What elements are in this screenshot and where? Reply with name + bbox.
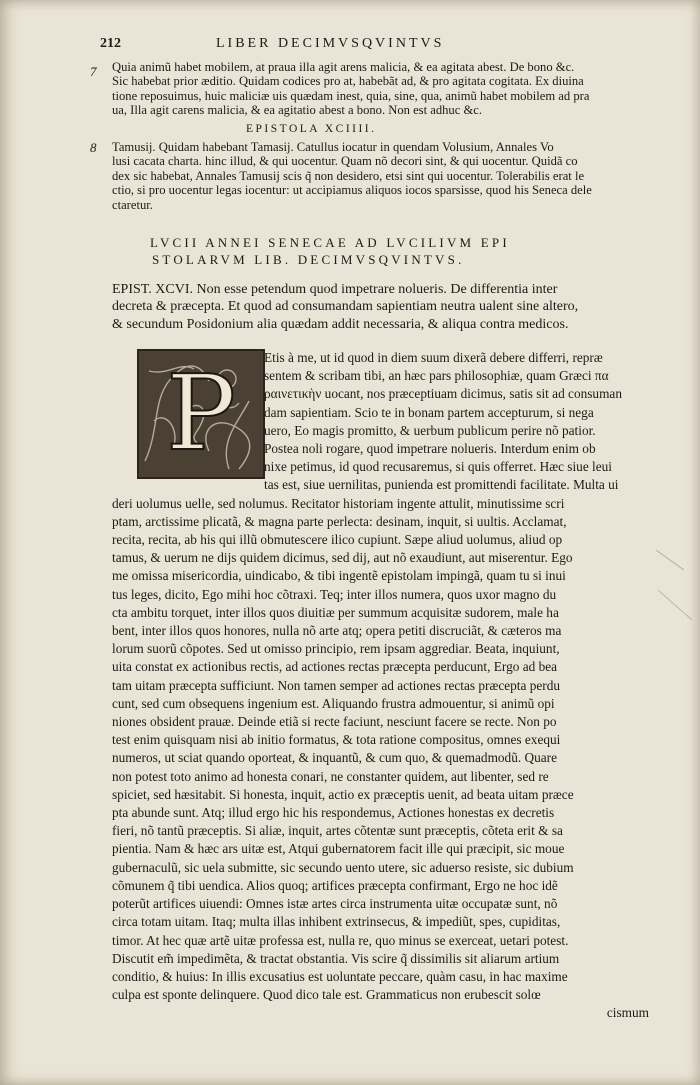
text-line: uero, Eo magis promitto, & uerbum publicum perire nõ patior. (264, 422, 596, 438)
text-line: cõmunem q̃ tibi uendica. Alios quoq; artifices præcepta confirmant, Ergo ne hoc idẽ (112, 877, 558, 893)
text-line: non potest toto animo ad honesta conari, ne constanter quidem, aut libenter, sed re (112, 768, 549, 784)
book-title-line: LVCII ANNEI SENECAE AD LVCILIVM EPI (150, 235, 510, 250)
text-line: deri uolumus uelle, sed nolumus. Recitator historiam ingente attulit, minutissime scri (112, 495, 565, 511)
text-line: tas est, siue uernilitas, punienda est promittendi facilitate. Multa ui (264, 477, 619, 493)
book-title-line: STOLARVM LIB. DECIMVSQVINTVS. (152, 252, 465, 267)
book-title (150, 234, 660, 268)
note-line: ctio, si pro uocentur legas iocentur: ut accipiamus aliquos iocos sparsisse, quod his Seneca dele (112, 183, 592, 198)
note-line: tione reposuimus, huic maliciæ uis quædam inest, quia, sine, qua, animũ habet mobilem ad pra (112, 88, 590, 103)
text-line: ραινετικὴν uocant, nos præceptiuam dicimus, satis sit ad consuman (264, 386, 622, 402)
text-line: conditio, & huius: In illis excusatius est uoluntate peccare, quàm casu, in hac maxime (112, 968, 568, 984)
text-line: me omissa misericordia, uindicabo, & tibi ingentẽ epistolam impingã, quam tu si inui (112, 568, 566, 584)
text-line: Etis à me, ut id quod in diem suum dixerã debere differri, repræ (264, 350, 603, 365)
commentary-note-1 (90, 60, 657, 118)
text-line: niones obsident prauæ. Deinde etiã si recte faciunt, nesciunt facere se recte. Non po (112, 714, 557, 730)
summary-line: EPIST. XCVI. Non esse petendum quod impetrare nolueris. De differentia inter (112, 282, 558, 297)
text-line: nixe petimus, id quod recusaremus, si quis offerret. Hæc siue leui (264, 459, 612, 475)
text-line: lorum suorũ cõpotes. Sed ut omisso principio, rem ipsam aggrediar. Beata, inquiunt, (112, 641, 560, 657)
note-line: ua, Illa agit carens malicia, & ea agitatio abest a bono. Non est adhuc &c. (112, 103, 482, 118)
catchword: cismum (606, 1005, 649, 1021)
text-line: bent, inter illos quos honores, nulla nõ arte atq; opera petiti discruciãt, & cæteros ma (112, 623, 562, 639)
text-line: sentem & scribam tibi, an hæc pars philosophiæ, quam Græci πα (264, 368, 609, 384)
note-line: Tamusij. Quidam habebant Tamasij. Catullus iocatur in quendam Volusium, Annales Vo (112, 140, 554, 154)
summary-line: decreta & præcepta. Et quod ad consumandam sapientiam neutra ualent sine altero, (112, 299, 579, 315)
running-title: LIBER DECIMVSQVINTVS (216, 36, 445, 51)
note-line: dex sic habebat, Annales Tamusij scis q̃ non desidero, etsi sint qui uocentur. Tolerabilis erat le (112, 168, 585, 183)
pencil-mark-icon (654, 530, 694, 650)
epistle-summary (112, 281, 662, 333)
text-line: pientia. Nam & hæc ars uitæ est, Atqui gubernatorem facit ille qui præcipit, sic moue (112, 841, 565, 857)
text-line: timor. At hec quæ artẽ uitæ professa est, nulla re, quo minus se exerceat, uetari potest. (112, 932, 569, 948)
text-line: poterũt artifices uiuendi: Omnes istæ artes circa instrumenta uitæ occupatæ sunt, nõ (112, 896, 558, 912)
note-line: Quia animũ habet mobilem, at praua illa agit arens malicia, & ea agitata abest. De bono &c. (112, 60, 575, 74)
note-line: lusi cacata charta. hinc illud, & qui uocentur. Quam nõ decori sint, & qui uocentur. Quidã co (112, 154, 578, 169)
text-line: culpa est sponte delinquere. Quod dico tale est. Grammaticus non erubescit solœ (112, 987, 541, 1003)
margin-marker-8: 8 (90, 140, 97, 155)
text-line: dam sapientiam. Scio te in bonam partem accepturum, si nega (264, 404, 594, 420)
text-line: tamus, & uerum ne dijs quidem dicimus, sed dij, aut nõ exaudiunt, aut miserentur. Ego (112, 550, 573, 566)
text-line: tam uitam præcepta sufficiunt. Non tamen semper ad actiones rectas præcepta perdu (112, 677, 560, 693)
text-line: ptam, arctissime plicatã, & magna parte perlecta: desinam, inquit, si uultis. Acclamat, (112, 513, 567, 529)
note-line: ctaretur. (112, 197, 153, 212)
main-text (112, 349, 657, 1023)
text-line: spiciet, sed hæsitabit. Si honesta, inquit, actio ex præceptis uenit, ad beata uitam præce (112, 786, 574, 802)
text-line: test enim quisquam nisi ab initio formatus, & tota ratione compositus, omnes exequi (112, 732, 561, 748)
text-line: uita constat ex actionibus rectis, ad actiones rectas præcepta perducunt, Ergo ad bea (112, 659, 558, 675)
text-line: recita, recita, ab his qui illũ obmutescere ilico cupiunt. Sæpe aliud uolumus, aliud op (112, 532, 563, 548)
commentary-note-2 (90, 140, 657, 212)
page-number: 212 (100, 36, 121, 51)
initial-letter: P (166, 352, 236, 474)
text-line: cunt, sed cum obsequens ingenium est. Aliquando frustra admouentur, si animũ opi (112, 695, 555, 711)
text-line: cta ambitu torquet, inter illos quos diuitiæ per summum acquisitæ sudorem, male ha (112, 604, 559, 620)
page-header (100, 36, 660, 56)
text-line: Postea noli rogare, quod impetrare nolueris. Interdum enim ob (264, 441, 596, 457)
text-line: circa totam uitam. Itaq; multa illas inhibent extrinsecus, & impediũt, spes, cupiditas, (112, 914, 561, 930)
note-line: Sic habebat prior æditio. Quidam codices pro at, habebãt ad, & pro agitata cogitata. Ex diuina (112, 74, 584, 89)
text-line: Discutit em̃ impedimẽta, & tractat obstantia. Vis scire q̃ dissimilis sit aliarum artium (112, 950, 560, 966)
summary-line: & secundum Posidonium alia quædam addit necessaria, & aliqua contra medicos. (112, 316, 569, 332)
text-line: fieri, nõ tantũ præceptis. Si aliæ, inquit, artes cõtentæ sunt præceptis, cõteta erit & sa (112, 823, 563, 839)
text-line: gubernaculũ, sic uela submitte, sic secundo uento utere, sic aduerso resiste, sic dubium (112, 859, 574, 875)
text-line: tus leges, dicito, Ego mihi hoc cõtraxi. Teq; inter illos numera, quos uxor magno du (112, 586, 557, 602)
margin-marker-7: 7 (90, 64, 97, 79)
text-line: pta abunde sunt. Atq; illud ergo hic his respondemus, Actiones honestas ex decretis (112, 805, 555, 821)
epistola-heading: EPISTOLA XCIIII. (246, 123, 377, 135)
text-line: numeros, ut sciat quando oporteat, & inquantũ, & cum quo, & quemadmodũ. Quare (112, 750, 557, 766)
